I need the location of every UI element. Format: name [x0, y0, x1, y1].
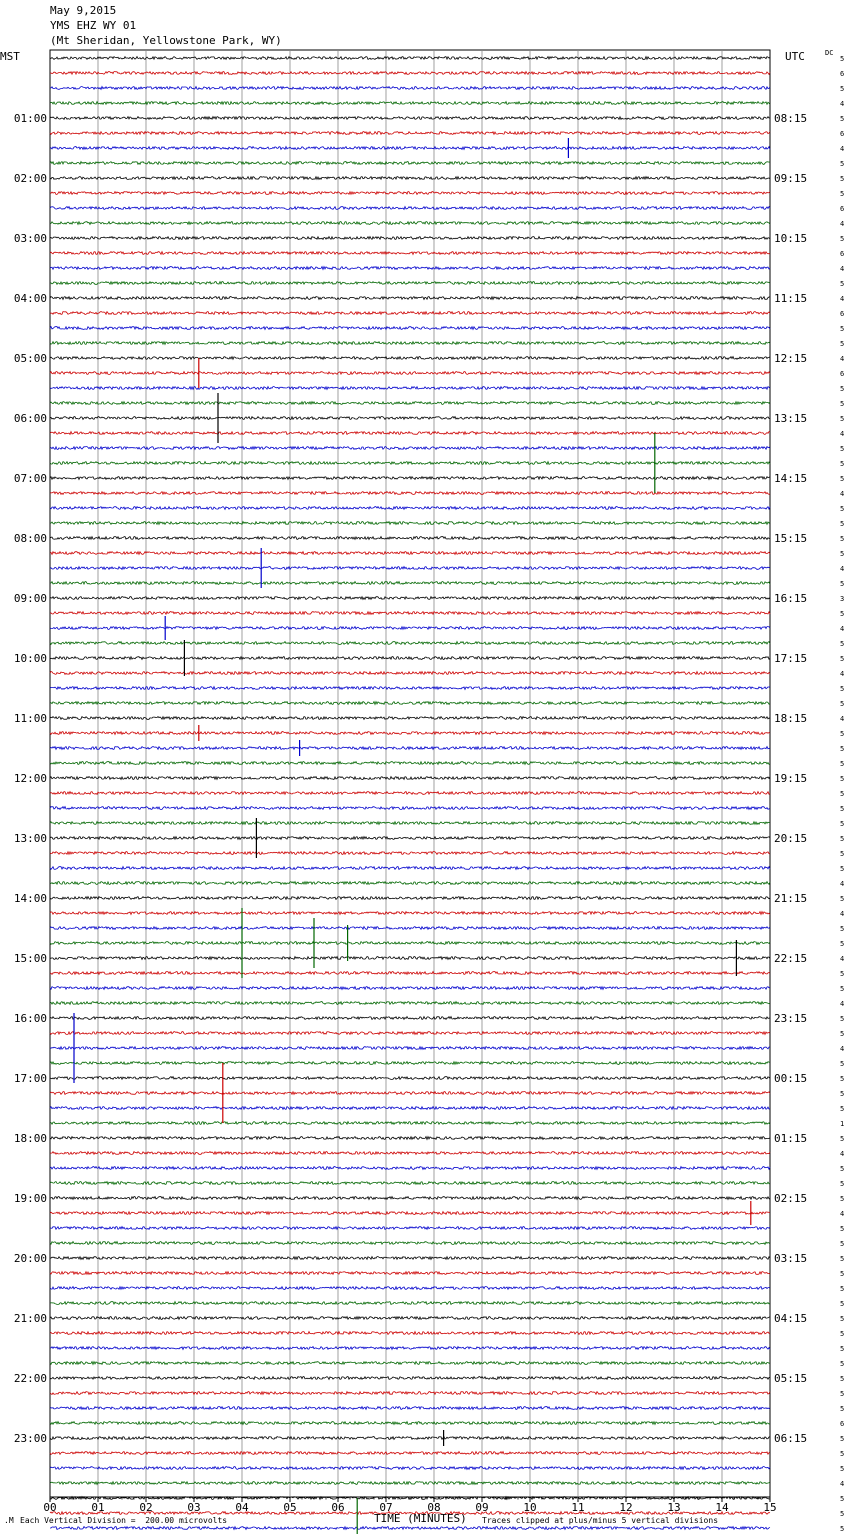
dc-offset-label: 5 [840, 235, 845, 243]
dc-offset-label: 5 [840, 835, 845, 843]
mst-hour-label: 12:00 [13, 772, 47, 785]
trace-row [50, 672, 770, 675]
dc-offset-label: 5 [840, 1015, 845, 1023]
mst-hour-label: 06:00 [13, 412, 47, 425]
trace-row [50, 1422, 770, 1425]
trace-row [50, 1092, 770, 1095]
mst-hour-label: 01:00 [13, 112, 47, 125]
trace-row [50, 1137, 770, 1140]
dc-offset-label: 6 [840, 1420, 845, 1428]
dc-offset-label: 5 [840, 1240, 845, 1248]
dc-offset-label: 5 [840, 1075, 845, 1083]
dc-offset-label: 5 [840, 1270, 845, 1278]
dc-offset-label: 6 [840, 370, 845, 378]
dc-label: DC [825, 49, 834, 57]
dc-offset-label: 4 [840, 670, 845, 678]
dc-offset-label: 4 [840, 265, 845, 273]
utc-hour-label: 15:15 [774, 532, 808, 545]
dc-offset-label: 5 [840, 535, 845, 543]
trace-row [50, 1362, 770, 1365]
mst-hour-label: 14:00 [13, 892, 47, 905]
utc-hour-label: 23:15 [774, 1012, 808, 1025]
trace-row [50, 867, 770, 870]
dc-offset-label: 5 [840, 730, 845, 738]
trace-row [50, 1272, 770, 1275]
trace-row [50, 822, 770, 825]
mst-hour-label: 05:00 [13, 352, 47, 365]
mst-hour-label: 04:00 [13, 292, 47, 305]
dc-offset-label: 4 [840, 355, 845, 363]
dc-offset-label: 4 [840, 1045, 845, 1053]
trace-row [50, 957, 770, 960]
trace-row [50, 282, 770, 285]
dc-offset-label: 5 [840, 55, 845, 63]
dc-offset-label: 4 [840, 1210, 845, 1218]
utc-hour-label: 02:15 [774, 1192, 808, 1205]
dc-offset-label: 5 [840, 1285, 845, 1293]
trace-row [50, 192, 770, 195]
trace-row [50, 792, 770, 795]
trace-row [50, 1287, 770, 1290]
trace-row [50, 432, 770, 435]
trace-row [50, 117, 770, 120]
dc-offset-label: 4 [840, 1150, 845, 1158]
dc-offset-label: 5 [840, 790, 845, 798]
trace-row [50, 597, 770, 600]
trace-row [50, 72, 770, 75]
trace-row [50, 222, 770, 225]
trace-row [50, 1467, 770, 1470]
dc-offset-label: 5 [840, 655, 845, 663]
utc-hour-label: 10:15 [774, 232, 808, 245]
dc-offset-label: 5 [840, 85, 845, 93]
dc-offset-label: 5 [840, 865, 845, 873]
dc-offset-label: 5 [840, 580, 845, 588]
dc-offset-label: 5 [840, 1255, 845, 1263]
trace-row [50, 552, 770, 555]
trace-row [50, 1452, 770, 1455]
utc-hour-label: 19:15 [774, 772, 808, 785]
trace-row [50, 1332, 770, 1335]
trace-row [50, 687, 770, 690]
trace-row [50, 627, 770, 630]
trace-row [50, 327, 770, 330]
x-tick-label: 02 [139, 1501, 153, 1514]
dc-offset-label: 5 [840, 1345, 845, 1353]
x-tick-label: 15 [763, 1501, 777, 1514]
dc-offset-label: 5 [840, 1105, 845, 1113]
dc-offset-label: 5 [840, 415, 845, 423]
dc-offset-label: 5 [840, 190, 845, 198]
dc-offset-label: 5 [840, 940, 845, 948]
utc-hour-label: 05:15 [774, 1372, 808, 1385]
trace-row [50, 1002, 770, 1005]
dc-offset-label: 5 [840, 925, 845, 933]
trace-row [50, 387, 770, 390]
mst-hour-label: 23:00 [13, 1432, 47, 1445]
trace-row [50, 297, 770, 300]
trace-row [50, 1302, 770, 1305]
trace-row [50, 1032, 770, 1035]
x-tick-label: 07 [379, 1501, 393, 1514]
dc-offset-label: 5 [840, 1330, 845, 1338]
trace-row [50, 147, 770, 150]
trace-row [50, 477, 770, 480]
x-tick-label: 03 [187, 1501, 201, 1514]
utc-hour-label: 16:15 [774, 592, 808, 605]
trace-row [50, 1392, 770, 1395]
trace-row [50, 462, 770, 465]
mst-hour-label: 18:00 [13, 1132, 47, 1145]
dc-offset-label: 6 [840, 310, 845, 318]
trace-row [50, 732, 770, 735]
trace-row [50, 1212, 770, 1215]
dc-offset-label: 5 [840, 640, 845, 648]
clip-note: Traces clipped at plus/minus 5 vertical divisions [482, 1516, 719, 1525]
dc-offset-label: 5 [840, 775, 845, 783]
trace-row [50, 852, 770, 855]
trace-row [50, 402, 770, 405]
dc-offset-label: 3 [840, 595, 845, 603]
trace-row [50, 1257, 770, 1260]
mst-hour-label: 07:00 [13, 472, 47, 485]
trace-row [50, 342, 770, 345]
dc-offset-label: 5 [840, 895, 845, 903]
dc-offset-label: 5 [840, 970, 845, 978]
dc-offset-label: 4 [840, 880, 845, 888]
dc-offset-label: 5 [840, 280, 845, 288]
trace-row [50, 417, 770, 420]
dc-offset-label: 5 [840, 820, 845, 828]
trace-row [50, 507, 770, 510]
mst-hour-label: 17:00 [13, 1072, 47, 1085]
x-tick-label: 10 [523, 1501, 537, 1514]
mst-hour-label: 11:00 [13, 712, 47, 725]
x-tick-label: 13 [667, 1501, 681, 1514]
trace-row [50, 777, 770, 780]
dc-offset-label: 5 [840, 1225, 845, 1233]
utc-hour-label: 01:15 [774, 1132, 808, 1145]
mst-hour-label: 10:00 [13, 652, 47, 665]
dc-offset-label: 4 [840, 910, 845, 918]
x-tick-label: 14 [715, 1501, 729, 1514]
dc-offset-label: 4 [840, 715, 845, 723]
dc-offset-label: 5 [840, 520, 845, 528]
dc-offset-label: 4 [840, 100, 845, 108]
utc-hour-label: 17:15 [774, 652, 808, 665]
dc-offset-label: 5 [840, 385, 845, 393]
trace-row [50, 567, 770, 570]
dc-offset-label: 5 [840, 1525, 845, 1533]
mst-hour-label: 19:00 [13, 1192, 47, 1205]
trace-row [50, 1317, 770, 1320]
trace-row [50, 1407, 770, 1410]
dc-offset-label: 5 [840, 1135, 845, 1143]
trace-row [50, 1527, 770, 1530]
trace-row [50, 447, 770, 450]
dc-offset-label: 5 [840, 1195, 845, 1203]
trace-row [50, 717, 770, 720]
dc-offset-label: 5 [840, 1165, 845, 1173]
trace-row [50, 882, 770, 885]
dc-offset-label: 5 [840, 850, 845, 858]
trace-row [50, 897, 770, 900]
trace-row [50, 642, 770, 645]
utc-hour-label: 14:15 [774, 472, 808, 485]
trace-row [50, 1107, 770, 1110]
trace-row [50, 837, 770, 840]
trace-row [50, 1377, 770, 1380]
utc-hour-label: 13:15 [774, 412, 808, 425]
trace-row [50, 1482, 770, 1485]
dc-offset-label: 5 [840, 1060, 845, 1068]
trace-row [50, 582, 770, 585]
right-timezone-label: UTC [785, 50, 805, 63]
dc-offset-label: 5 [840, 1300, 845, 1308]
mst-hour-label: 13:00 [13, 832, 47, 845]
trace-row [50, 57, 770, 60]
trace-row [50, 492, 770, 495]
trace-row [50, 927, 770, 930]
dc-offset-label: 6 [840, 130, 845, 138]
utc-hour-label: 04:15 [774, 1312, 808, 1325]
dc-offset-label: 4 [840, 625, 845, 633]
mst-hour-label: 03:00 [13, 232, 47, 245]
trace-row [50, 102, 770, 105]
trace-row [50, 1242, 770, 1245]
dc-offset-label: 5 [840, 1375, 845, 1383]
trace-row [50, 657, 770, 660]
dc-offset-label: 5 [840, 1510, 845, 1518]
x-tick-label: 05 [283, 1501, 297, 1514]
record-date: May 9,2015 [50, 4, 117, 17]
utc-hour-label: 06:15 [774, 1432, 808, 1445]
dc-offset-label: 5 [840, 1405, 845, 1413]
dc-offset-label: 4 [840, 955, 845, 963]
trace-row [50, 207, 770, 210]
utc-hour-label: 09:15 [774, 172, 808, 185]
trace-row [50, 1167, 770, 1170]
trace-row [50, 177, 770, 180]
dc-offset-label: 5 [840, 475, 845, 483]
trace-row [50, 807, 770, 810]
mst-hour-label: 09:00 [13, 592, 47, 605]
dc-offset-label: 4 [840, 430, 845, 438]
utc-hour-label: 08:15 [774, 112, 808, 125]
dc-offset-label: 5 [840, 325, 845, 333]
trace-row [50, 1017, 770, 1020]
trace-row [50, 912, 770, 915]
trace-row [50, 702, 770, 705]
trace-row [50, 357, 770, 360]
trace-row [50, 1347, 770, 1350]
mst-hour-label: 15:00 [13, 952, 47, 965]
station-location: (Mt Sheridan, Yellowstone Park, WY) [50, 34, 282, 47]
utc-hour-label: 03:15 [774, 1252, 808, 1265]
trace-row [50, 942, 770, 945]
dc-offset-label: 5 [840, 685, 845, 693]
dc-offset-label: 6 [840, 205, 845, 213]
scale-note: Each Vertical Division = 200.00 microvolts [20, 1516, 228, 1525]
dc-offset-label: 5 [840, 505, 845, 513]
dc-offset-label: 4 [840, 490, 845, 498]
dc-offset-label: 5 [840, 1450, 845, 1458]
dc-offset-label: 5 [840, 760, 845, 768]
dc-offset-label: 5 [840, 460, 845, 468]
dc-offset-label: 5 [840, 1465, 845, 1473]
mst-hour-label: 08:00 [13, 532, 47, 545]
trace-row [50, 1227, 770, 1230]
x-tick-label: 09 [475, 1501, 489, 1514]
trace-row [50, 1152, 770, 1155]
dc-offset-label: 5 [840, 1090, 845, 1098]
x-tick-label: 00 [43, 1501, 57, 1514]
dc-offset-label: 4 [840, 220, 845, 228]
trace-row [50, 252, 770, 255]
utc-hour-label: 20:15 [774, 832, 808, 845]
dc-offset-label: 5 [840, 115, 845, 123]
utc-hour-label: 21:15 [774, 892, 808, 905]
x-tick-label: 08 [427, 1501, 441, 1514]
dc-offset-label: 5 [840, 340, 845, 348]
dc-offset-label: 4 [840, 145, 845, 153]
dc-offset-label: 4 [840, 565, 845, 573]
trace-row [50, 132, 770, 135]
dc-offset-label: 5 [840, 1390, 845, 1398]
dc-offset-label: 4 [840, 295, 845, 303]
dc-offset-label: 5 [840, 985, 845, 993]
dc-offset-label: 5 [840, 1315, 845, 1323]
dc-offset-label: 5 [840, 1435, 845, 1443]
trace-row [50, 537, 770, 540]
dc-offset-label: 5 [840, 700, 845, 708]
trace-row [50, 1077, 770, 1080]
trace-row [50, 87, 770, 90]
dc-offset-label: 5 [840, 1030, 845, 1038]
dc-offset-label: 4 [840, 1000, 845, 1008]
dc-offset-label: 5 [840, 445, 845, 453]
x-tick-label: 11 [571, 1501, 585, 1514]
dc-offset-label: 6 [840, 250, 845, 258]
utc-hour-label: 00:15 [774, 1072, 808, 1085]
dc-offset-label: 5 [840, 1180, 845, 1188]
x-axis-title: TIME (MINUTES) [374, 1512, 467, 1525]
mst-hour-label: 16:00 [13, 1012, 47, 1025]
utc-hour-label: 22:15 [774, 952, 808, 965]
dc-offset-label: 4 [840, 1480, 845, 1488]
x-tick-label: 12 [619, 1501, 633, 1514]
trace-row [50, 972, 770, 975]
trace-row [50, 1182, 770, 1185]
x-tick-label: 06 [331, 1501, 345, 1514]
dc-offset-label: 5 [840, 160, 845, 168]
trace-row [50, 162, 770, 165]
dc-offset-label: 1 [840, 1120, 845, 1128]
trace-row [50, 267, 770, 270]
trace-row [50, 612, 770, 615]
dc-offset-label: 5 [840, 745, 845, 753]
corner-mark: .M [4, 1516, 14, 1525]
mst-hour-label: 22:00 [13, 1372, 47, 1385]
trace-row [50, 747, 770, 750]
trace-row [50, 522, 770, 525]
trace-row [50, 1437, 770, 1440]
mst-hour-label: 02:00 [13, 172, 47, 185]
trace-row [50, 1062, 770, 1065]
x-tick-label: 01 [91, 1501, 105, 1514]
trace-row [50, 762, 770, 765]
left-timezone-label: MST [0, 50, 20, 63]
utc-hour-label: 12:15 [774, 352, 808, 365]
trace-row [50, 312, 770, 315]
dc-offset-label: 5 [840, 1495, 845, 1503]
utc-hour-label: 18:15 [774, 712, 808, 725]
trace-row [50, 1047, 770, 1050]
utc-hour-label: 11:15 [774, 292, 808, 305]
dc-offset-label: 5 [840, 1360, 845, 1368]
trace-row [50, 372, 770, 375]
mst-hour-label: 20:00 [13, 1252, 47, 1265]
trace-row [50, 1122, 770, 1125]
x-tick-label: 04 [235, 1501, 249, 1514]
station-code: YMS EHZ WY 01 [50, 19, 137, 32]
dc-offset-label: 5 [840, 175, 845, 183]
mst-hour-label: 21:00 [13, 1312, 47, 1325]
trace-row [50, 237, 770, 240]
dc-offset-label: 5 [840, 805, 845, 813]
trace-row [50, 987, 770, 990]
dc-offset-label: 5 [840, 610, 845, 618]
dc-offset-label: 5 [840, 400, 845, 408]
trace-row [50, 1197, 770, 1200]
dc-offset-label: 5 [840, 550, 845, 558]
dc-offset-label: 6 [840, 70, 845, 78]
